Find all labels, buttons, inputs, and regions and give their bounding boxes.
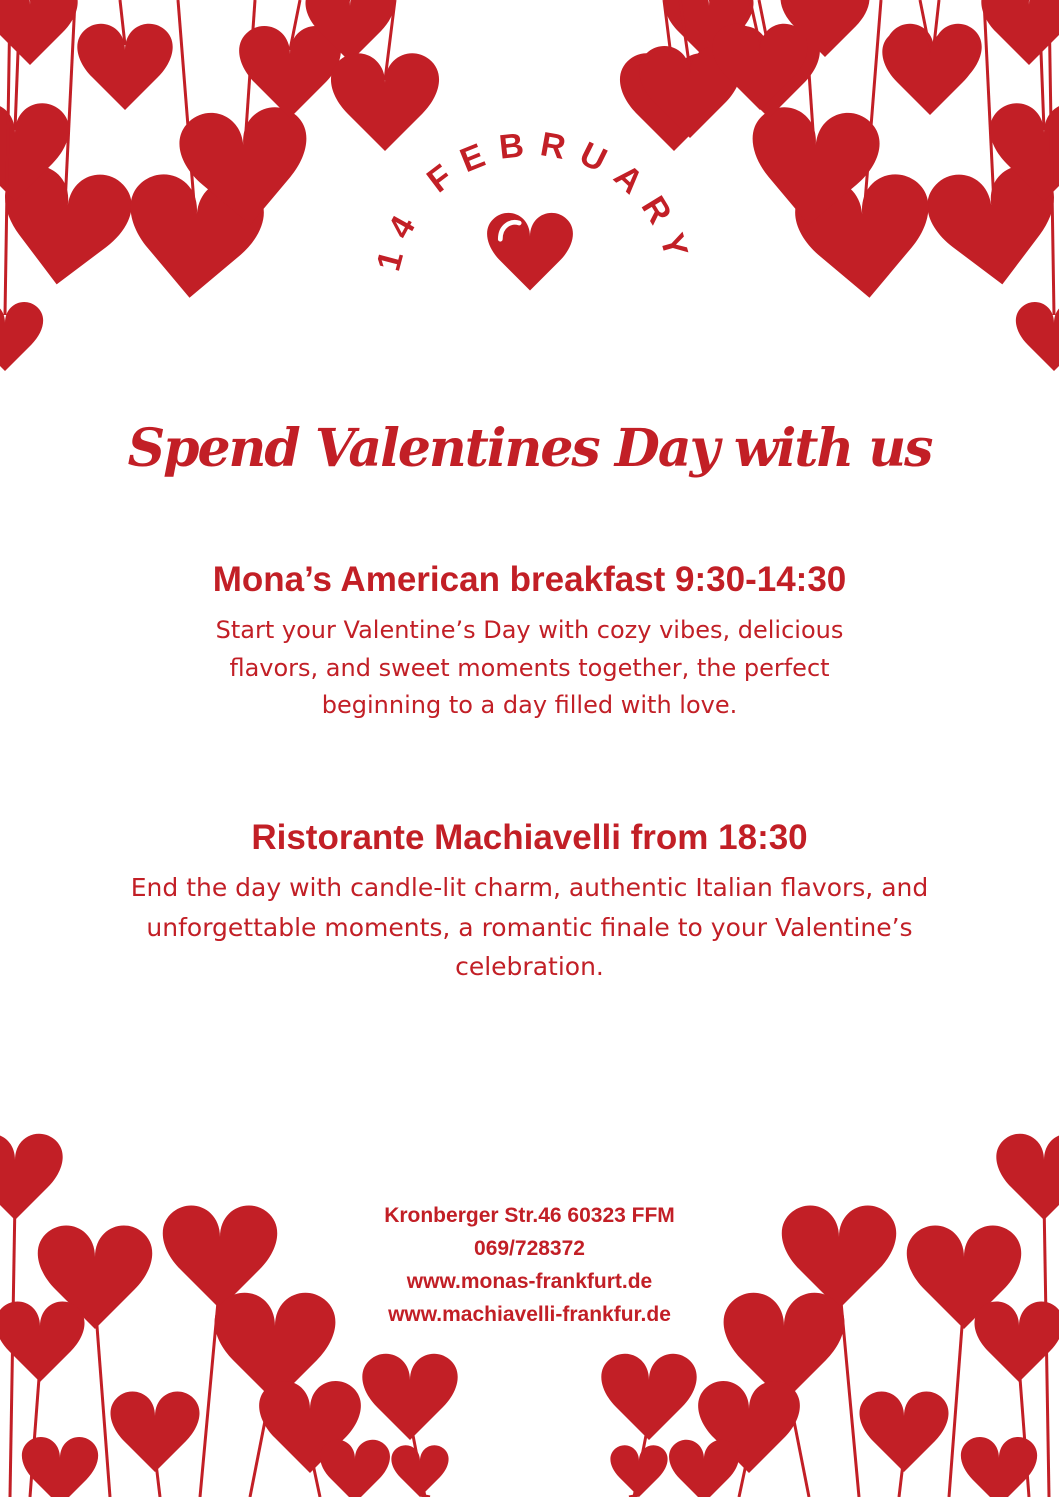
breakfast-description <box>0 612 1059 725</box>
heart-shape <box>391 1445 448 1497</box>
breakfast-heading: Mona’s American breakfast 9:30-14:30 <box>212 560 847 599</box>
heart-shape <box>22 1437 98 1497</box>
website-link-monas[interactable]: www.monas-frankfurt.de <box>406 1270 653 1293</box>
website-link-machiavelli[interactable]: www.machiavelli-frankfur.de <box>388 1303 671 1326</box>
heart-shape <box>610 1445 667 1497</box>
heart-shape <box>320 1440 390 1497</box>
page-title: Spend Valentines Day with us <box>127 418 932 479</box>
dinner-heading: Ristorante Machiavelli from 18:30 <box>251 818 808 857</box>
dinner-line: celebration. <box>455 952 604 981</box>
heart-shape <box>362 1354 457 1440</box>
address: Kronberger Str.46 60323 FFM <box>384 1204 675 1227</box>
dinner-description <box>0 868 1059 987</box>
dinner-line: End the day with candle-lit charm, authentic Italian flavors, and <box>130 873 929 902</box>
heart-shape <box>859 1391 948 1472</box>
breakfast-line: beginning to a day filled with love. <box>321 691 738 719</box>
dinner-line: unforgettable moments, a romantic finale to your Valentine’s <box>146 912 913 942</box>
heart-shape <box>110 1391 199 1472</box>
breakfast-line: Start your Valentine’s Day with cozy vibes, delicious <box>215 616 844 644</box>
heart-shape <box>601 1354 696 1440</box>
contact-block <box>0 1199 1059 1331</box>
heart-shape <box>669 1440 739 1497</box>
breakfast-line: flavors, and sweet moments together, the perfect <box>229 653 830 682</box>
date-arc <box>0 0 1059 400</box>
heart-icon <box>487 213 573 291</box>
date-label: 14 FEBRUARY <box>369 124 699 275</box>
phone-number: 069/728372 <box>474 1237 585 1260</box>
heart-shape <box>961 1437 1037 1497</box>
